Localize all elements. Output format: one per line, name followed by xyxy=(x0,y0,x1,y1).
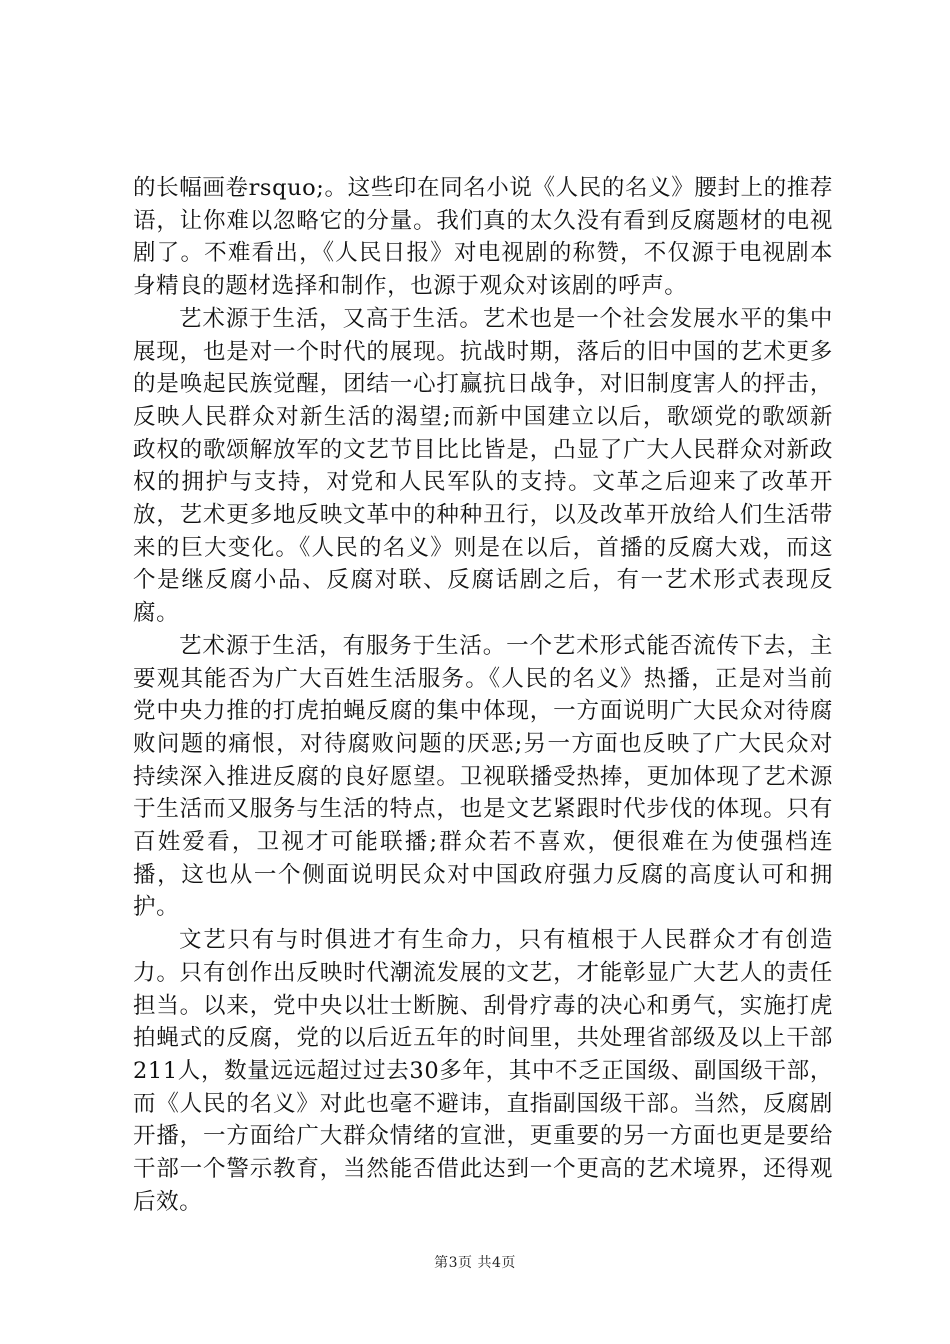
paragraph-3: 艺术源于生活，有服务于生活。一个艺术形式能否流传下去，主要观其能否为广大百姓生活服务。《人民的名义》热播，正是对当前党中央力推的打虎拍蝇反腐的集中体现，一方面说明广大民众对待腐败问题的痛恨，对待腐败问题的厌恶;另一方面也反映了广大民众对持续深入推进反腐的良好愿望。卫视联播受热捧，更加体现了艺术源于生活而又服务与生活的特点，也是文艺紧跟时代步伐的体现。只有百姓爱看，卫视才可能联播;群众若不喜欢，便很难在为使强档连播，这也从一个侧面说明民众对中国政府强力反腐的高度认可和拥护。 xyxy=(133,632,833,921)
body-text xyxy=(133,172,833,1219)
paragraph-4: 文艺只有与时俱进才有生命力，只有植根于人民群众才有创造力。只有创作出反映时代潮流发展的文艺，才能彰显广大艺人的责任担当。以来，党中央以壮士断腕、刮骨疗毒的决心和勇气，实施打虎拍蝇式的反腐，党的以后近五年的时间里，共处理省部级及以上干部211人，数量远远超过过去30多年，其中不乏正国级、副国级干部，而《人民的名义》对此也毫不避讳，直指副国级干部。当然，反腐剧开播，一方面给广大群众情绪的宣泄，更重要的另一方面也更是要给干部一个警示教育，当然能否借此达到一个更高的艺术境界，还得观后效。 xyxy=(133,927,833,1215)
paragraph-1: 的长幅画卷rsquo;。这些印在同名小说《人民的名义》腰封上的推荐语，让你难以忽略它的分量。我们真的太久没有看到反腐题材的电视剧了。不难看出，《人民日报》对电视剧的称赞，不仅源于电视剧本身精良的题材选择和制作，也源于观众对该剧的呼声。 xyxy=(133,175,833,300)
paragraph-2: 艺术源于生活，又高于生活。艺术也是一个社会发展水平的集中展现，也是对一个时代的展现。抗战时期，落后的旧中国的艺术更多的是唤起民族觉醒，团结一心打赢抗日战争，对旧制度害人的抨击，反映人民群众对新生活的渴望;而新中国建立以后，歌颂党的歌颂新政权的歌颂解放军的文艺节目比比皆是，凸显了广大人民群众对新政权的拥护与支持，对党和人民军队的支持。文革之后迎来了改革开放，艺术更多地反映文革中的种种丑行，以及改革开放给人们生活带来的巨大变化。《人民的名义》则是在以后，首播的反腐大戏，而这个是继反腐小品、反腐对联、反腐话剧之后，有一艺术形式表现反腐。 xyxy=(133,305,833,627)
page-footer: 第3页 共4页 xyxy=(434,1255,516,1271)
